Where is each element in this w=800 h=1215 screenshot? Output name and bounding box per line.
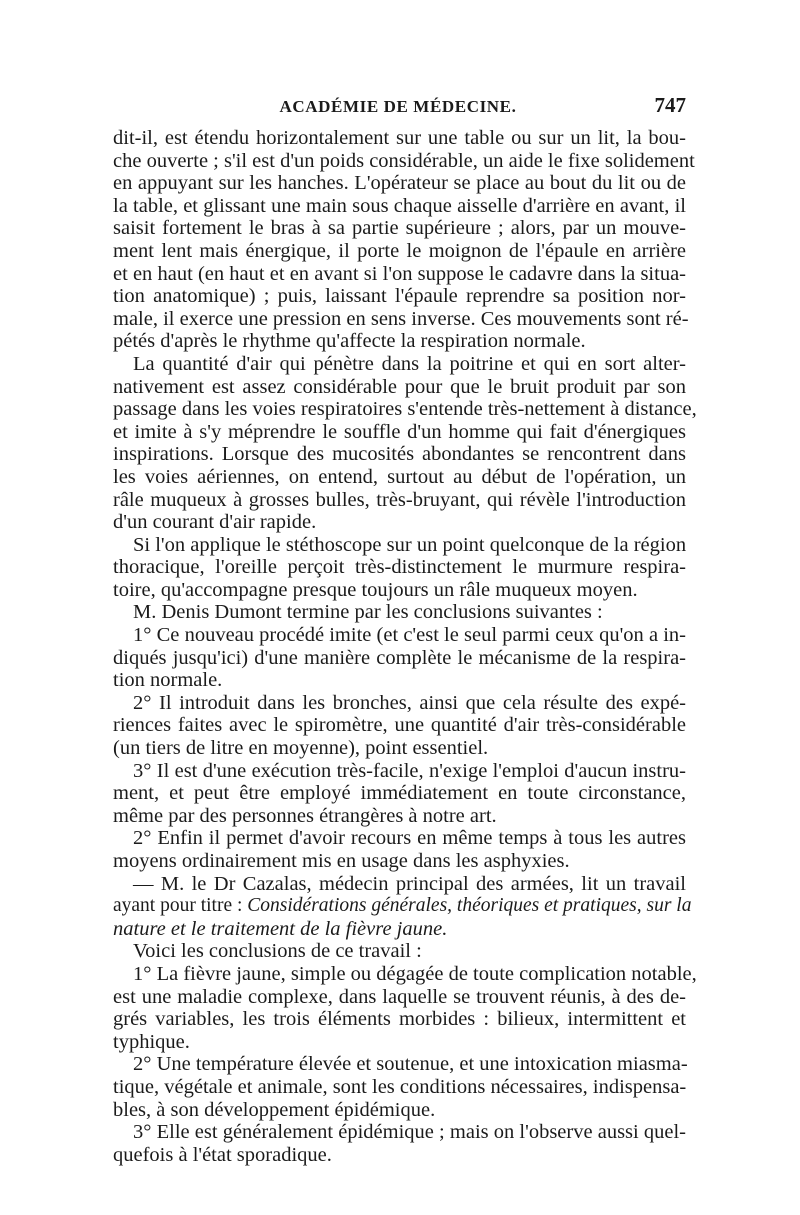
text-line: ment, et peut être employé immédiatement en toute circonstance, (113, 782, 686, 805)
text-line: moyens ordinairement mis en usage dans les asphyxies. (113, 850, 570, 872)
text-line: diqués jusqu'ici) d'une manière complète le mécanisme de la respira- (113, 646, 686, 669)
text-line: Voici les conclusions de ce travail : (133, 940, 422, 963)
text-line: M. Denis Dumont termine par les conclusions suivantes : (133, 601, 603, 624)
page-number: 747 (654, 93, 686, 117)
text-line: 2° Il introduit dans les bronches, ainsi que cela résulte des expé- (133, 691, 686, 714)
text-line: même par des personnes étrangères à notre art. (113, 804, 497, 827)
text-line: la table, et glissant une main sous chaque aisselle d'arrière en avant, il (113, 194, 686, 217)
text-line: La quantité d'air qui pénètre dans la poitrine et qui en sort alter- (133, 352, 686, 375)
text-line: quefois à l'état sporadique. (113, 1143, 332, 1166)
text-line: riences faites avec le spiromètre, une quantité d'air très-considérable (113, 714, 686, 737)
text-line (113, 918, 686, 941)
text-line: est une maladie complexe, dans laquelle se trouvent réunis, à des de- (113, 985, 686, 1008)
text-line: — M. le Dr Cazalas, médecin principal des armées, lit un travail (133, 872, 686, 895)
text-line: 3° Il est d'une exécution très-facile, n'exige l'emploi d'aucun instru- (133, 759, 686, 782)
work-title: Considérations générales, théoriques et pratiques, sur la (247, 895, 692, 917)
text-line: tion normale. (113, 669, 223, 692)
text-line: en appuyant sur les hanches. L'opérateur se place au bout du lit ou de (113, 172, 686, 195)
text-line: et imite à s'y méprendre le souffle d'un homme qui fait d'énergiques (113, 420, 686, 443)
text-line: grés variables, les trois éléments morbides : bilieux, intermittent et (113, 1008, 686, 1031)
text-line: les voies aériennes, on entend, surtout au début de l'opération, un (113, 465, 686, 488)
text-line: inspirations. Lorsque des mucosités abondantes se rencontrent dans (113, 443, 686, 466)
text-line: et en haut (en haut et en avant si l'on suppose le cadavre dans la situa- (113, 262, 686, 285)
text-line: d'un courant d'air rapide. (113, 511, 317, 534)
text-line: typhique. (113, 1030, 190, 1053)
text-line: bles, à son développement épidémique. (113, 1098, 436, 1121)
running-head: ACADÉMIE DE MÉDECINE. (279, 97, 517, 116)
text-line: 2° Une température élevée et soutenue, et une intoxication miasma- (133, 1053, 688, 1076)
text-line: 3° Elle est généralement épidémique ; mais on l'observe aussi quel- (133, 1121, 686, 1144)
text-line: saisit fortement le bras à sa partie supérieure ; alors, par un mouve- (113, 217, 686, 240)
text-line: 2° Enfin il permet d'avoir recours en même temps à tous les autres (133, 827, 686, 850)
text-line: ment lent mais énergique, il porte le moignon de l'épaule en arrière (113, 239, 686, 262)
text-line: 1° Ce nouveau procédé imite (et c'est le seul parmi ceux qu'on a in- (133, 624, 686, 647)
text-line: (un tiers de litre en moyenne), point essentiel. (113, 737, 489, 760)
text-line: Si l'on applique le stéthoscope sur un point quelconque de la région (133, 533, 687, 556)
text-line: che ouverte ; s'il est d'un poids considérable, un aide le fixe solidement (113, 149, 695, 172)
body-text (113, 127, 697, 1166)
text-run: ayant pour titre : (113, 895, 248, 917)
text-line: pétés d'après le rhythme qu'affecte la respiration normale. (113, 330, 586, 353)
text-line: nativement est assez considérable pour que le bruit produit par son (113, 375, 686, 398)
text-line: 1° La fièvre jaune, simple ou dégagée de toute complication notable, (133, 962, 697, 985)
text-line: tique, végétale et animale, sont les conditions nécessaires, indispensa- (113, 1075, 687, 1098)
text-line: râle muqueux à grosses bulles, très-bruyant, qui révèle l'introduction (113, 488, 686, 511)
text-line: thoracique, l'oreille perçoit très-distinctement le murmure respira- (113, 556, 686, 579)
work-title-continued: nature et le traitement de la fièvre jaune. (113, 917, 448, 940)
page-header (110, 93, 686, 123)
text-line (113, 895, 692, 918)
text-line: dit-il, est étendu horizontalement sur une table ou sur un lit, la bou- (113, 127, 686, 149)
text-line: passage dans les voies respiratoires s'entende très-nettement à distance, (113, 398, 697, 421)
text-line: male, il exerce une pression en sens inverse. Ces mouvements sont ré- (113, 307, 689, 330)
text-line: tion anatomique) ; puis, laissant l'épaule reprendre sa position nor- (113, 285, 686, 308)
text-line: toire, qu'accompagne presque toujours un râle muqueux moyen. (113, 578, 638, 601)
